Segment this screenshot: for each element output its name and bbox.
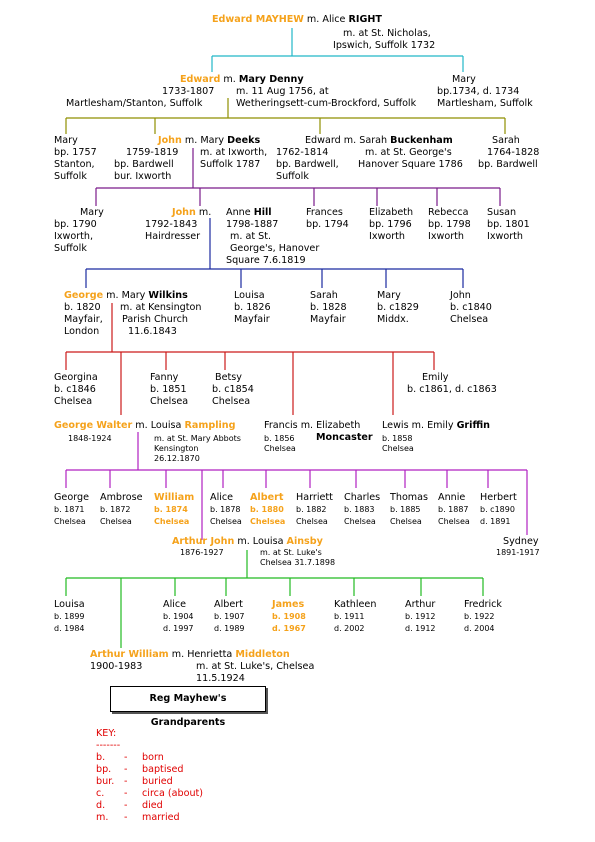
rebecca-name: Rebecca xyxy=(428,207,469,218)
arthur-william-dates: 1900-1983 xyxy=(90,661,143,672)
lewis-emily-couple xyxy=(382,420,490,432)
child-name: Alice xyxy=(163,599,187,610)
frances-name: Frances xyxy=(306,207,343,218)
mary-1829-name: Mary xyxy=(377,290,401,301)
ainsby-marriage2: Chelsea 31.7.1898 xyxy=(260,558,336,567)
arthur-john-name: Arthur John xyxy=(172,536,235,547)
key-dash: - xyxy=(124,764,128,775)
louisa-1826-b: b. 1826 xyxy=(234,302,271,313)
john-dates: 1759-1819 xyxy=(126,147,179,158)
emily-name: Emily xyxy=(422,372,449,383)
john-1840-b: b. c1840 xyxy=(450,302,492,313)
francis-elizabeth-couple: Francis m. Elizabeth xyxy=(264,420,361,431)
key-abbr: bp. xyxy=(96,764,112,775)
key-abbr: bur. xyxy=(96,776,115,787)
sarah-1828-b: b. 1828 xyxy=(310,302,347,313)
louisa-1826-name: Louisa xyxy=(234,290,265,301)
edward-1762-bp: bp. Bardwell, xyxy=(276,159,339,170)
key-row-baptised xyxy=(96,764,216,776)
mary-1757-name: Mary xyxy=(54,135,78,146)
john-bp: bp. Bardwell xyxy=(114,159,174,170)
rampling-marriage2: Kensington xyxy=(154,444,199,453)
henrietta-given-name: Henrietta xyxy=(187,649,236,660)
married-label: m. xyxy=(234,536,253,547)
child-born: b. 1907 xyxy=(214,612,245,621)
arthur-william-couple xyxy=(90,649,290,661)
louisa-1826-place: Mayfair xyxy=(234,314,270,325)
louisa-given-name: Louisa xyxy=(252,536,287,547)
george-mary-wilkins-couple xyxy=(64,290,188,302)
buckenham-marriage2: Hanover Square 1786 xyxy=(358,159,463,170)
edward-name: Edward xyxy=(180,74,221,85)
child-name: Louisa xyxy=(54,599,85,610)
fanny-place: Chelsea xyxy=(150,396,189,407)
fanny-name: Fanny xyxy=(150,372,179,383)
child-born: b. 1883 xyxy=(344,505,375,514)
key-dash: - xyxy=(124,812,128,823)
key-abbr: b. xyxy=(96,752,106,763)
fanny-b: b. 1851 xyxy=(150,384,187,395)
deeks-marriage1: m. at Ixworth, xyxy=(200,147,268,158)
mary-1829-b: b. c1829 xyxy=(377,302,419,313)
arthur-william-name: Arthur William xyxy=(90,649,169,660)
mary-1790-place2: Suffolk xyxy=(54,243,87,254)
key-row-married xyxy=(96,812,216,824)
child-name: Ambrose xyxy=(100,492,143,503)
buckenham-marriage1: m. at St. George's xyxy=(365,147,452,158)
edward-given-name: Edward xyxy=(212,14,256,25)
married-label: m. xyxy=(103,290,122,301)
rampling-marriage3: 26.12.1870 xyxy=(154,454,200,463)
george-1820-place2: London xyxy=(64,326,100,337)
key-meaning: buried xyxy=(142,776,173,787)
married-label: m. xyxy=(132,420,151,431)
lewis-place: Chelsea xyxy=(382,444,414,453)
child-born: b. 1871 xyxy=(54,505,85,514)
mary-given-name: Mary xyxy=(200,135,228,146)
child-died: d. 2002 xyxy=(334,624,365,633)
mary-denny-name: Mary Denny xyxy=(238,74,304,85)
key-abbr: c. xyxy=(96,788,105,799)
child-born: b. 1922 xyxy=(464,612,495,621)
george-walter-couple xyxy=(54,420,235,432)
child-died: d. 1912 xyxy=(405,624,436,633)
child-born: b. 1882 xyxy=(296,505,327,514)
griffin-surname: Griffin xyxy=(456,420,490,431)
susan-name: Susan xyxy=(487,207,517,218)
wilkins-surname: Wilkins xyxy=(148,290,188,301)
key-meaning: born xyxy=(142,752,164,763)
gen8-child-louisa xyxy=(54,599,85,635)
edward-sarah-couple xyxy=(305,135,453,147)
child-name: Alice xyxy=(210,492,234,503)
gen8-child-james xyxy=(272,599,306,635)
grandparents-label-box: Reg Mayhew's Grandparents xyxy=(110,686,266,712)
child-born: b. 1908 xyxy=(272,612,306,621)
betsy-name: Betsy xyxy=(215,372,242,383)
key-meaning: baptised xyxy=(142,764,184,775)
child-born: b. 1872 xyxy=(100,505,131,514)
key-title: KEY: xyxy=(96,728,117,739)
mary-1790-place1: Ixworth, xyxy=(54,231,94,242)
middleton-surname: Middleton xyxy=(235,649,290,660)
mary-1734-info2: Martlesham, Suffolk xyxy=(437,98,533,109)
wilkins-marriage3: 11.6.1843 xyxy=(128,326,177,337)
anne-given-name: Anne xyxy=(226,207,254,218)
child-place: Chelsea xyxy=(154,517,190,526)
sydney-dates: 1891-1917 xyxy=(496,548,540,557)
sarah-1828-name: Sarah xyxy=(310,290,338,301)
gen8-child-arthur xyxy=(405,599,436,635)
edward-place: Martlesham/Stanton, Suffolk xyxy=(66,98,203,109)
john-1840-name: John xyxy=(450,290,471,301)
arthur-john-dates: 1876-1927 xyxy=(180,548,224,557)
child-name: Fredrick xyxy=(464,599,502,610)
wilkins-marriage1: m. at Kensington xyxy=(120,302,202,313)
mary-1734-info1: bp.1734, d. 1734 xyxy=(437,86,520,97)
ainsby-surname: Ainsby xyxy=(286,536,323,547)
gen7-child-thomas xyxy=(390,492,428,528)
wilkins-marriage2: Parish Church xyxy=(122,314,188,325)
louisa-given-name: Louisa xyxy=(150,420,185,431)
hill-surname: Hill xyxy=(253,207,272,218)
child-died: d. 1989 xyxy=(214,624,245,633)
georgina-name: Georgina xyxy=(54,372,98,383)
child-died: d. 1984 xyxy=(54,624,85,633)
ainsby-marriage1: m. at St. Luke's xyxy=(260,548,322,557)
married-label: m. xyxy=(181,135,201,146)
gen7-child-herbert xyxy=(480,492,517,528)
gen7-child-harriett xyxy=(296,492,333,528)
sarah-1764-dates: 1764-1828 xyxy=(487,147,540,158)
child-place: Chelsea xyxy=(296,517,328,526)
child-name: George xyxy=(54,492,89,503)
child-name: Kathleen xyxy=(334,599,377,610)
key-row-buried xyxy=(96,776,216,788)
child-place: Chelsea xyxy=(390,517,422,526)
rampling-surname: Rampling xyxy=(184,420,236,431)
betsy-b: b. c1854 xyxy=(212,384,254,395)
child-place: Chelsea xyxy=(344,517,376,526)
child-name: Arthur xyxy=(405,599,436,610)
george-walter-name: George Walter xyxy=(54,420,133,431)
mary-given-name: Mary xyxy=(121,290,149,301)
gen2-marriage-line1: m. 11 Aug 1756, at xyxy=(236,86,329,97)
key-dash: - xyxy=(124,800,128,811)
child-died: d. 1967 xyxy=(272,624,306,633)
child-died: d. 1997 xyxy=(163,624,194,633)
edward-dates: 1733-1807 xyxy=(162,86,215,97)
middleton-marriage2: 11.5.1924 xyxy=(196,673,245,684)
child-name: Harriett xyxy=(296,492,333,503)
georgina-place: Chelsea xyxy=(54,396,93,407)
george-1820-name: George xyxy=(64,290,104,301)
deeks-marriage2: Suffolk 1787 xyxy=(200,159,261,170)
anne-dates: 1798-1887 xyxy=(226,219,279,230)
child-born: b. 1874 xyxy=(154,505,188,514)
child-name: Herbert xyxy=(480,492,517,503)
child-born: b. 1904 xyxy=(163,612,194,621)
married-label: m. xyxy=(168,649,188,660)
key-meaning: died xyxy=(142,800,163,811)
anne-marriage1: m. at St. xyxy=(230,231,272,242)
child-name: Albert xyxy=(250,492,284,503)
key-rule: ------- xyxy=(96,740,121,751)
married-label: m. xyxy=(220,74,239,85)
elizabeth-place: Ixworth xyxy=(369,231,406,242)
gen7-child-william xyxy=(154,492,194,528)
mary-1829-place: Middx. xyxy=(377,314,409,325)
john-1792-occupation: Hairdresser xyxy=(145,231,201,242)
georgina-b: b. c1846 xyxy=(54,384,96,395)
gen7-child-charles xyxy=(344,492,380,528)
gen1-marriage-line2: Ipswich, Suffolk 1732 xyxy=(333,40,436,51)
child-place: Chelsea xyxy=(210,517,242,526)
child-name: Albert xyxy=(214,599,243,610)
child-name: Thomas xyxy=(390,492,429,503)
sarah-1828-place: Mayfair xyxy=(310,314,346,325)
child-born: b. 1912 xyxy=(405,612,436,621)
frances-bp: bp. 1794 xyxy=(306,219,349,230)
child-place: Chelsea xyxy=(250,517,286,526)
buckenham-surname: Buckenham xyxy=(390,135,453,146)
alice-given-name: Alice xyxy=(322,14,349,25)
key-abbr: m. xyxy=(96,812,109,823)
anne-marriage2: George's, Hanover xyxy=(230,243,320,254)
married-label: m. xyxy=(195,207,212,218)
key-row-circa xyxy=(96,788,216,800)
mary-1757-place2: Suffolk xyxy=(54,171,87,182)
child-born: b. 1899 xyxy=(54,612,85,621)
gen7-child-annie xyxy=(438,492,470,528)
john-mary-deeks-couple xyxy=(158,135,260,147)
alice-surname: RIGHT xyxy=(348,14,382,25)
george-walter-dates: 1848-1924 xyxy=(68,434,112,443)
key-row-born xyxy=(96,752,216,764)
mary-1790-bp: bp. 1790 xyxy=(54,219,97,230)
john-1792-couple-left xyxy=(172,207,211,219)
gen7-child-george xyxy=(54,492,89,528)
john-1792-dates: 1792-1843 xyxy=(145,219,198,230)
married-label: m. xyxy=(303,14,323,25)
rebecca-place: Ixworth xyxy=(428,231,465,242)
elizabeth-bp: bp. 1796 xyxy=(369,219,412,230)
child-name: James xyxy=(272,599,305,610)
gen1-marriage-line1: m. at St. Nicholas, xyxy=(343,28,431,39)
moncaster-surname: Moncaster xyxy=(316,432,373,443)
gen8-child-kathleen xyxy=(334,599,376,635)
child-place: Chelsea xyxy=(54,517,86,526)
key-abbr: d. xyxy=(96,800,106,811)
gen7-child-albert xyxy=(250,492,285,528)
george-1820-place1: Mayfair, xyxy=(64,314,103,325)
edward-mary-denny-couple xyxy=(180,74,304,86)
rampling-marriage1: m. at St. Mary Abbots xyxy=(154,434,241,443)
child-born: b. c1890 xyxy=(480,505,515,514)
betsy-place: Chelsea xyxy=(212,396,251,407)
anne-hill-name xyxy=(226,207,272,219)
susan-place: Ixworth xyxy=(487,231,524,242)
child-died: d. 1891 xyxy=(480,517,511,526)
child-place: Chelsea xyxy=(438,517,470,526)
child-name: Charles xyxy=(344,492,381,503)
george-1820-b: b. 1820 xyxy=(64,302,101,313)
emily-info: b. c1861, d. c1863 xyxy=(407,384,497,395)
child-died: d. 2004 xyxy=(464,624,495,633)
gen8-child-alice xyxy=(163,599,194,635)
mary-1757-bp: bp. 1757 xyxy=(54,147,97,158)
edward-surname: MAYHEW xyxy=(255,14,304,25)
edward-sarah-names: Edward m. Sarah xyxy=(305,135,391,146)
child-name: Annie xyxy=(438,492,466,503)
mary-1757-place1: Stanton, xyxy=(54,159,95,170)
key-meaning: married xyxy=(142,812,180,823)
sydney-name: Sydney xyxy=(503,536,539,547)
gen8-child-fredrick xyxy=(464,599,502,635)
lewis-b: b. 1858 xyxy=(382,434,413,443)
key-row-died xyxy=(96,800,216,812)
gen8-child-albert xyxy=(214,599,245,635)
john-1792-name: John xyxy=(172,207,196,218)
child-born: b. 1880 xyxy=(250,505,284,514)
gen2-marriage-line2: Wetheringsett-cum-Brockford, Suffolk xyxy=(236,98,417,109)
francis-place: Chelsea xyxy=(264,444,296,453)
middleton-marriage1: m. at St. Luke's, Chelsea xyxy=(196,661,315,672)
susan-bp: bp. 1801 xyxy=(487,219,530,230)
john-1840-place: Chelsea xyxy=(450,314,489,325)
deeks-surname: Deeks xyxy=(227,135,261,146)
edward-1762-dates: 1762-1814 xyxy=(276,147,329,158)
edward-mayhew-couple xyxy=(212,14,382,26)
child-name: William xyxy=(154,492,195,503)
gen7-child-alice xyxy=(210,492,242,528)
key-dash: - xyxy=(124,788,128,799)
sarah-1764-name: Sarah xyxy=(492,135,520,146)
mary-1734-name: Mary xyxy=(452,74,476,85)
child-born: b. 1911 xyxy=(334,612,365,621)
lewis-emily-names: Lewis m. Emily xyxy=(382,420,457,431)
gen7-child-ambrose xyxy=(100,492,143,528)
anne-marriage3: Square 7.6.1819 xyxy=(226,255,306,266)
child-born: b. 1878 xyxy=(210,505,241,514)
john-name: John xyxy=(158,135,182,146)
rebecca-bp: bp. 1798 xyxy=(428,219,471,230)
child-place: Chelsea xyxy=(100,517,132,526)
child-born: b. 1887 xyxy=(438,505,469,514)
elizabeth-name: Elizabeth xyxy=(369,207,414,218)
key-dash: - xyxy=(124,776,128,787)
francis-b: b. 1856 xyxy=(264,434,295,443)
edward-1762-place: Suffolk xyxy=(276,171,309,182)
mary-1790-name: Mary xyxy=(80,207,104,218)
sarah-1764-bp: bp. Bardwell xyxy=(478,159,538,170)
child-born: b. 1885 xyxy=(390,505,421,514)
key-dash: - xyxy=(124,752,128,763)
arthur-john-couple xyxy=(172,536,323,548)
john-bur: bur. Ixworth xyxy=(114,171,172,182)
key-meaning: circa (about) xyxy=(142,788,204,799)
